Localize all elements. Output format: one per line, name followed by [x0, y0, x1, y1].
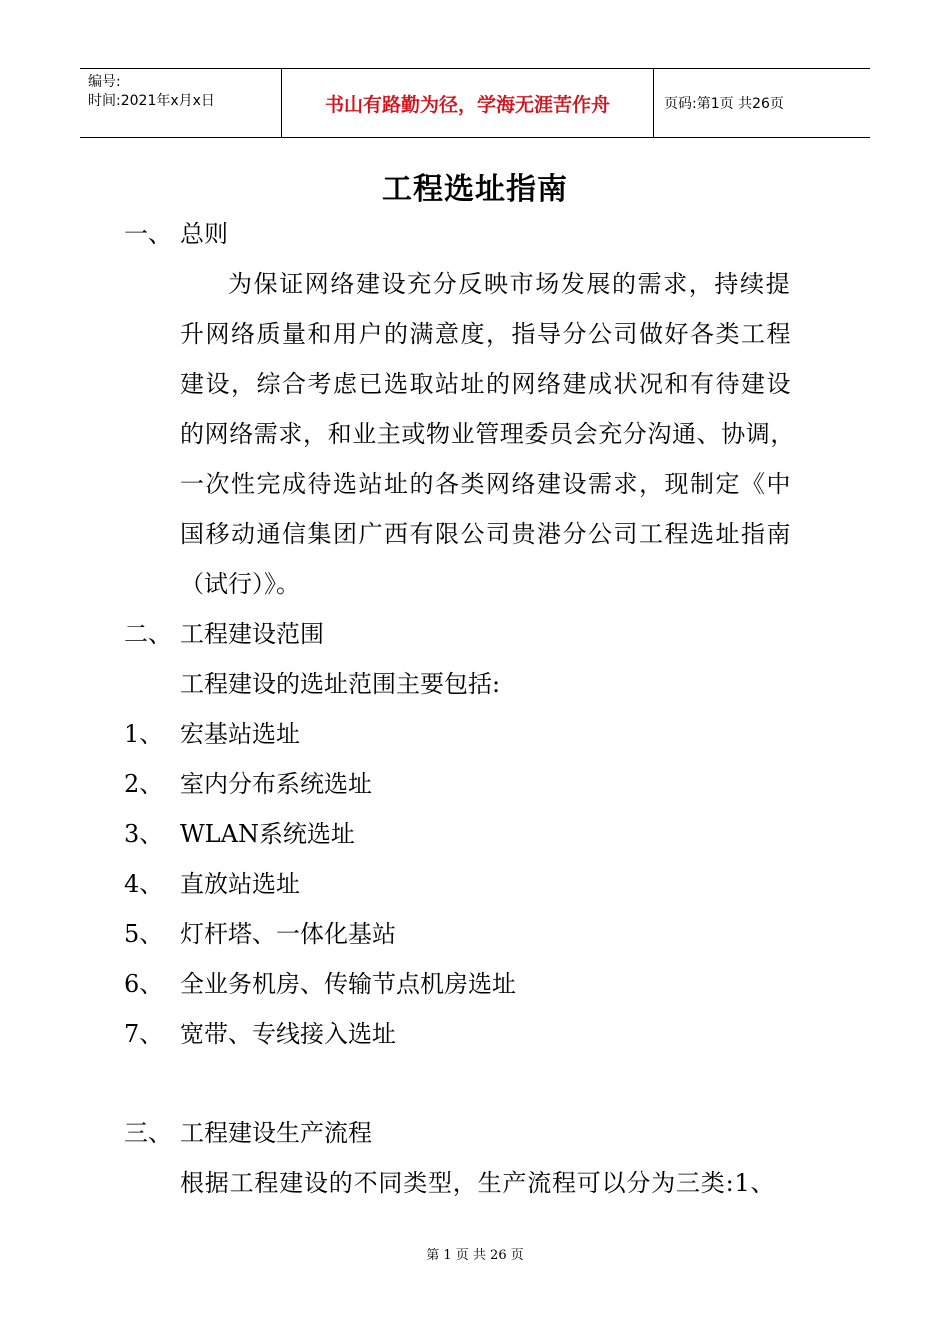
document-title: 工程选址指南: [382, 172, 568, 207]
motto: 书山有路勤为径，学海无涯苦作舟: [282, 69, 654, 137]
page-info: 页码:第1页 共26页: [664, 96, 784, 112]
paragraph-line: 的网络需求，和业主或物业管理委员会充分沟通、协调，: [180, 420, 795, 448]
paragraph-line: 国移动通信集团广西有限公司贵港分公司工程选址指南: [180, 520, 792, 548]
list-item-number: 7、: [124, 1020, 164, 1048]
paragraph-line: 为保证网络建设充分反映市场发展的需求，持续提: [228, 270, 792, 298]
list-item: 灯杆塔、一体化基站: [180, 920, 396, 948]
section-3-intro: 根据工程建设的不同类型，生产流程可以分为三类:1、: [180, 1169, 776, 1197]
page-footer: 第 1 页 共 26 页: [426, 1248, 524, 1263]
list-item-number: 1、: [124, 720, 164, 748]
section-1-number: 一、: [124, 220, 172, 248]
paragraph-line: 一次性完成待选站址的各类网络建设需求，现制定《中: [180, 470, 792, 498]
list-item-number: 2、: [124, 770, 164, 798]
list-item-number: 3、: [124, 820, 164, 848]
header-table: [80, 68, 870, 138]
list-item: 全业务机房、传输节点机房选址: [180, 970, 516, 998]
paragraph-line: 建设，综合考虑已选取站址的网络建成状况和有待建设: [180, 370, 792, 398]
list-item-number: 4、: [124, 870, 164, 898]
section-2-number: 二、: [124, 620, 172, 648]
section-3-heading: 工程建设生产流程: [180, 1119, 372, 1147]
list-item: 直放站选址: [180, 870, 300, 898]
section-3-number: 三、: [124, 1119, 172, 1147]
section-2-intro: 工程建设的选址范围主要包括:: [180, 670, 501, 698]
section-1-heading: 总则: [180, 220, 228, 248]
list-item: WLAN系统选址: [180, 820, 355, 848]
list-item: 宏基站选址: [180, 720, 300, 748]
section-2-heading: 工程建设范围: [180, 620, 324, 648]
paragraph-line: 升网络质量和用户的满意度，指导分公司做好各类工程: [180, 320, 792, 348]
paragraph-line: （试行）》。: [180, 570, 300, 598]
header-left-cell: [80, 69, 282, 137]
list-item-number: 5、: [124, 920, 164, 948]
time-label: 时间:2021年x月x日: [88, 93, 215, 109]
number-label: 编号:: [88, 74, 121, 90]
list-item-number: 6、: [124, 970, 164, 998]
list-item: 室内分布系统选址: [180, 770, 372, 798]
list-item: 宽带、专线接入选址: [180, 1020, 396, 1048]
